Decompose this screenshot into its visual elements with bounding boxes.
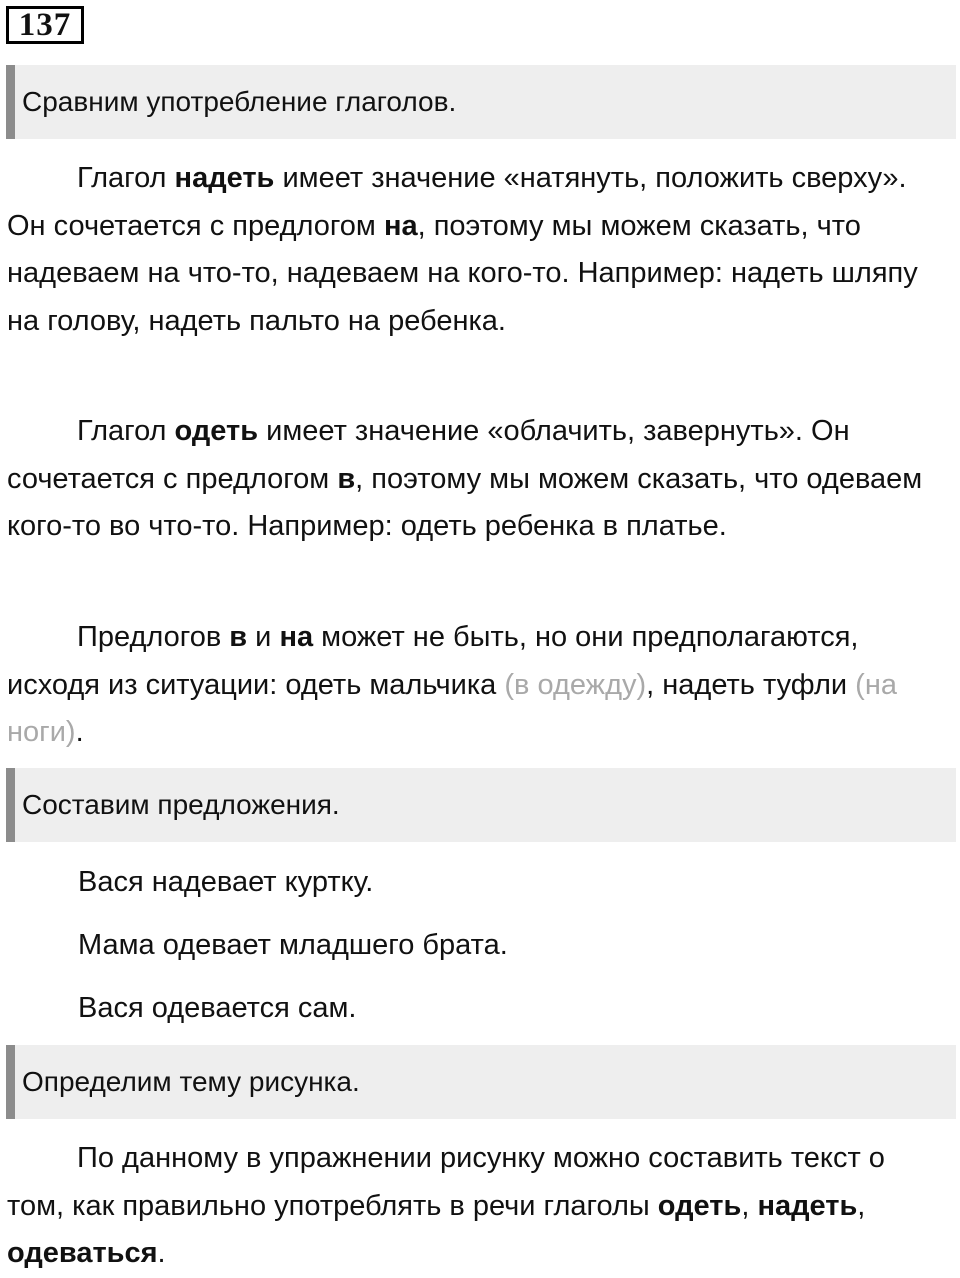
text: , надеть туфли bbox=[646, 668, 856, 701]
paragraph-prepositions bbox=[7, 614, 947, 757]
text: и bbox=[247, 621, 280, 653]
text: . bbox=[75, 716, 84, 748]
bold-term: надеть bbox=[174, 162, 275, 194]
section-heading-picture: Определим тему рисунка. bbox=[6, 1045, 956, 1119]
text: имеет значение «натянуть, положить сверху». Он сочетается с предлогом bbox=[7, 162, 907, 242]
bold-term: одеть bbox=[174, 415, 259, 447]
text: , bbox=[857, 1189, 866, 1222]
bold-term: на bbox=[279, 621, 314, 653]
paragraph-nadet bbox=[7, 155, 947, 345]
section-heading-compare: Сравним употребление глаголов. bbox=[6, 65, 956, 139]
text: , bbox=[741, 1189, 758, 1222]
text: , поэтому мы можем сказать, что надеваем на что-то, надеваем на кого-то. Например: надеть шляпу на голову, надеть пальто на ребенка. bbox=[7, 209, 918, 337]
section-heading-sentences: Составим предложения. bbox=[6, 768, 956, 842]
bold-term: надеть bbox=[757, 1189, 858, 1222]
text: Предлогов bbox=[77, 621, 230, 653]
text: По данному в упражнении рисунку можно составить текст о том, как правильно употреблять в речи глаголы bbox=[7, 1142, 885, 1222]
hint-text: (на ноги) bbox=[7, 668, 897, 748]
text: Глагол bbox=[77, 415, 175, 447]
bold-term: на bbox=[383, 209, 418, 242]
example-sentence: Вася надевает куртку. bbox=[78, 866, 374, 898]
hint-text: (в одежду) bbox=[504, 668, 647, 701]
text: . bbox=[157, 1237, 166, 1269]
bold-term: в bbox=[229, 621, 248, 653]
example-sentence: Вася одевается сам. bbox=[78, 992, 357, 1024]
text: имеет значение «облачить, завернуть». Он сочетается с предлогом bbox=[7, 415, 850, 495]
task-number-badge: 137 bbox=[6, 6, 84, 44]
text: , поэтому мы можем сказать, что одеваем кого-то во что-то. Например: одеть ребенка в платье. bbox=[7, 462, 923, 542]
text: может не быть, но они предполагаются, исходя из ситуации: одеть мальчика bbox=[7, 621, 859, 701]
text: Глагол bbox=[77, 162, 175, 194]
paragraph-picture-topic bbox=[7, 1135, 947, 1278]
paragraph-odet bbox=[7, 408, 947, 551]
bold-term: одеваться bbox=[7, 1237, 158, 1269]
example-sentence: Мама одевает младшего брата. bbox=[78, 929, 508, 961]
bold-term: одеть bbox=[657, 1189, 742, 1222]
bold-term: в bbox=[337, 462, 356, 495]
